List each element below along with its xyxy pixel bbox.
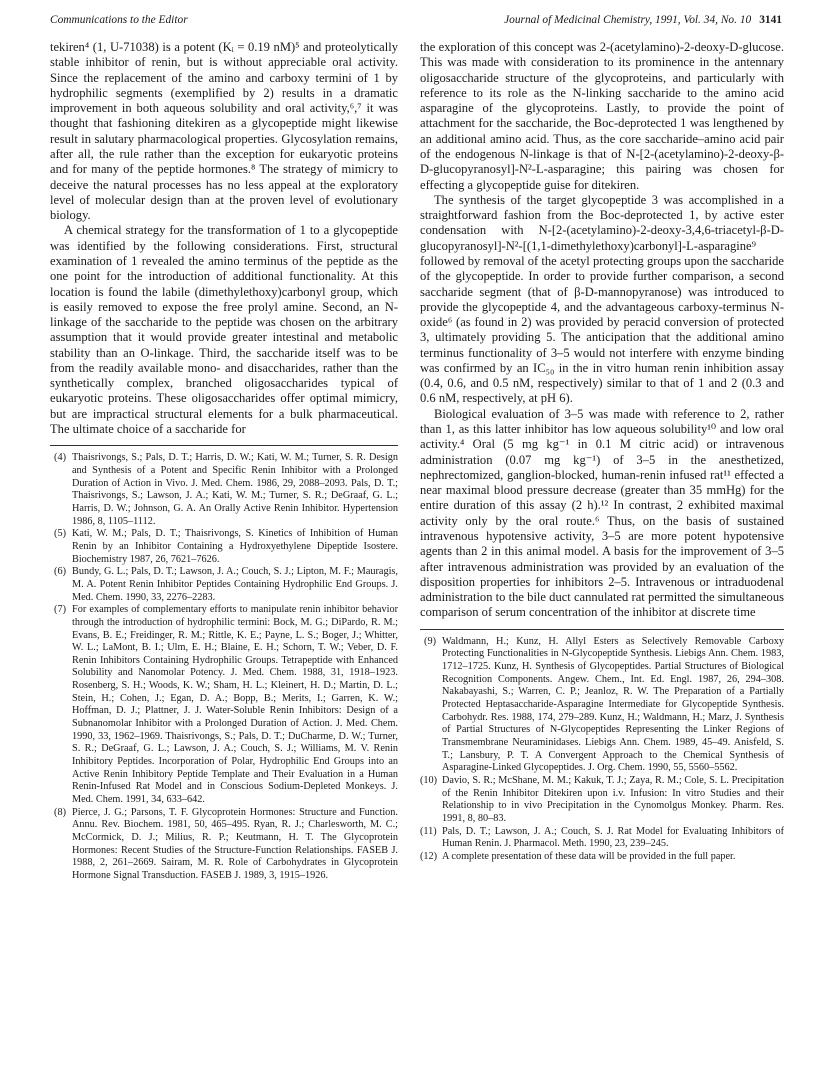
reference-text: Davio, S. R.; McShane, M. M.; Kakuk, T. J.; Zaya, R. M.; Cole, S. L. Precipitation of the Renin Inhibitor Ditekiren upon i.v. Infusion: In vitro Studies and their Relationship to in vivo Precipitation in the Cynomolgus Monkey. Pharm. Res. 1991, 8, 80–83. [442, 774, 784, 824]
reference-item [420, 775, 784, 826]
body-paragraph: the exploration of this concept was 2-(acetylamino)-2-deoxy-D-glucose. This was made with consideration to its prominence in the antennary oligosaccharide structure of the glycoproteins, and particularly with reference to its role as the N-linking saccharide to the amino acid asparagine of the glycoproteins. Lastly, to provide the point of attachment for the saccharide, the Boc-deprotected 1 was lengthened by an additional amino acid. Thus, as the core saccharide–amino acid pair of the endogenous N-linkage is that of N-[2-(acetylamino)-2-deoxy-β-D-glucopyranosyl]-N²-L-asparagine; this pairing was chosen for effecting a glycopeptide guise for ditekiren. [420, 40, 784, 192]
reference-item [420, 826, 784, 851]
reference-item [50, 807, 398, 883]
reference-number: (6) [54, 566, 66, 578]
reference-number: (10) [420, 774, 438, 786]
reference-item [50, 566, 398, 604]
reference-text: Pierce, J. G.; Parsons, T. F. Glycoprotein Hormones: Structure and Function. Annu. Rev. Biochem. 1981, 50, 465–495. Ryan, R. J.; Charlesworth, M. C.; McCormick, D. J.; Milius, R. P.; Keutmann, H. T. The Glycoprotein Hormones: Recent Studies of the Structure-Function Relationships. FASEB J. 1988, 2, 261–2669. Sairam, M. R. Role of Carbohydrates in Glycoprotein Hormone Signal Transduction. FASEB J. 1989, 3, 1915–1926. [72, 806, 398, 881]
body-paragraph: A chemical strategy for the transformation of 1 to a glycopeptide was identified by the following considerations. First, structural examination of 1 revealed the amino terminus of the peptide as the one point for the introduction of additional functionality. At this location is found the labile (dimethylethoxy)carbonyl group, which is easily removed to expose the free prolyl amine. Second, an N-linkage of the saccharide to the peptide was chosen on the arbitrary assumption that it would provide greater intestinal and metabolic stability than an O-linkage. Third, the saccharide itself was to be from the readily available mono- and disaccharides, rather than the synthetically complex, branched oligosaccharides typical of eukaryotic proteins. These oligosaccharides offer optimal mimicry, but are impractical structural elements for a bulk pharmaceutical. The ultimate choice of a saccharide for [50, 223, 398, 437]
reference-number: (7) [54, 604, 66, 616]
footnote-divider [50, 445, 398, 446]
body-paragraph: The synthesis of the target glycopeptide 3 was accomplished in a straightforward fashion from the Boc-deprotected 1, by active ester condensation with N-[2-(acetylamino)-2-deoxy-3,4,6-triacetyl-β-D-glucopyranosyl]-N²-[(1,1-dimethylethoxy)carbonyl]-L-asparagine⁹ followed by removal of the acetyl protecting groups upon the saccharide of the glycopeptide. In order to provide further comparison, a second saccharide segment (that of β-D-mannopyranose) was introduced to provide the glycopeptide 4, and the advantageous carboxy-terminus N-oxide⁶ (as found in 2) was provided by peracid conversion of protected 3, ultimately providing 5. The anticipation that the additional amino terminus functionality of 3–5 would not interfere with enzyme binding was confirmed by an IC₅₀ in the in vitro human renin inhibition assay (0.4, 0.6, and 0.5 nM, respectively) similar to that of 1 and 2 (0.3 and 0.6 nM, respectively, at pH 6). [420, 192, 784, 406]
reference-list [420, 636, 784, 864]
left-column [50, 40, 398, 883]
body-paragraph: tekiren⁴ (1, U-71038) is a potent (Kᵢ = 0.19 nM)⁵ and proteolytically stable inhibitor of renin, but is without appreciable oral activity. Since the replacement of the amino and carboxy termini of 1 by hydrophilic segments (exemplified by 2) results in a dramatic improvement in both aqueous solubility and oral activity,⁶,⁷ it was thought that fashioning ditekiren as a glycopeptide might likewise result in salutary pharmacological properties. Glycosylation remains, after all, the rule rather than the exception for eukaryotic proteins and for many of the peptide hormones.⁸ The strategy of mimicry to deceive the natural processes has no less appeal at the exploratory level of molecular design than at the proven level of evolutionary biology. [50, 40, 398, 223]
reference-text: Bundy, G. L.; Pals, D. T.; Lawson, J. A.; Couch, S. J.; Lipton, M. F.; Mauragis, M. A. Potent Renin Inhibitor Peptides Containing Hydrophilic End Groups. J. Med. Chem. 1990, 33, 2276–2283. [72, 566, 398, 603]
page-number: 3141 [759, 14, 782, 26]
reference-number: (11) [420, 825, 437, 837]
reference-number: (9) [424, 635, 436, 647]
reference-text: Waldmann, H.; Kunz, H. Allyl Esters as Selectively Removable Carboxy Protecting Functionalities in N-Glycopeptide Synthesis. Liebigs Ann. Chem. 1983, 1712–1725. Kunz, H. Synthesis of Glycopeptides. Partial Structures of Biological Recognition Components. Angew. Chem., Int. Ed. Engl. 1987, 26, 294–308. Nakabayashi, S.; Warren, C. P.; Jeanloz, R. W. The Preparation of a Partially Protected Heptasaccharide-Asparagine Intermediate for Glycopeptide Synthesis. Carbohydr. Res. 1988, 174, 279–289. Kunz, H.; Waldmann, H.; Marz, J. Synthesis of Partial Structures of N-Glycopeptides Representing the Linker Regions of Transmembrane Neuraminidases. Liebigs Ann. Chem. 1989, 45–49. Anisfeld, S. T.; Lansbury, P. T. A Convergent Approach to the Chemical Synthesis of Asparagine-Linked Glycopeptides. J. Org. Chem. 1990, 55, 5560–5562. [442, 635, 784, 774]
journal-citation: Journal of Medicinal Chemistry, 1991, Vol. 34, No. 10 [504, 14, 752, 26]
reference-item [50, 452, 398, 528]
running-header-journal [504, 14, 782, 26]
right-column [420, 40, 784, 864]
reference-text: A complete presentation of these data will be provided in the full paper. [442, 850, 736, 862]
reference-list [50, 452, 398, 882]
reference-item [420, 851, 784, 864]
footnote-divider [420, 629, 784, 630]
running-header-section: Communications to the Editor [50, 14, 188, 26]
reference-text: Pals, D. T.; Lawson, J. A.; Couch, S. J. Rat Model for Evaluating Inhibitors of Human Renin. J. Pharmacol. Meth. 1990, 23, 239–245. [442, 825, 784, 850]
reference-item [50, 528, 398, 566]
reference-text: For examples of complementary efforts to manipulate renin inhibitor behavior through the introduction of hydrophilic termini: Bock, M. G.; DiPardo, R. M.; Evans, B. E.; Freidinger, R. M.; Rittle, K. E.; Payne, L. S.; Boger, J.; Whitter, W. L.; LaMont, B. I.; Ulm, E. H.; Blaine, E. H.; Schorn, T. W.; Veber, D. F. Renin Inhibitors Containing Hydrophilic Groups. Tetrapeptide with Enhanced Solubility and Nanomolar Potency. J. Med. Chem. 1988, 31, 1918–1923. Rosenberg, S. H.; Woods, K. W.; Sham, H. L.; Kleinert, H. D.; Martin, D. L.; Stein, H.; Cohen, J.; Egan, D. A.; Bopp, B.; Merits, I.; Garren, K. W.; Hoffman, D. J.; Plattner, J. J. Water-Soluble Renin Inhibitors: Design of a Subnanomolar Inhibitor with a Prolonged Duration of Action. J. Med. Chem. 1990, 33, 1962–1969. Thaisrivongs, S.; Pals, D. T.; DuCharme, D. W.; Turner, S. R.; DeGraaf, G. L.; Lawson, J. A.; Couch, S. J.; Williams, M. V. Renin Inhibitory Peptides. Incorporation of Polar, Hydrophilic End Groups into an Active Renin Inhibitory Peptide Template and Their Evaluation in a Human Renin-Infused Rat Model and in Conscious Sodium-Depleted Monkeys. J. Med. Chem. 1991, 34, 633–642. [72, 604, 398, 806]
reference-number: (5) [54, 528, 66, 540]
reference-text: Thaisrivongs, S.; Pals, D. T.; Harris, D. W.; Kati, W. M.; Turner, S. R. Design and Synthesis of a Potent and Specific Renin Inhibitor with a Prolonged Duration of Action in Vivo. J. Med. Chem. 1986, 29, 2088–2093. Pals, D. T.; Thaisrivongs, S.; Lawson, J. A.; Kati, W. M.; Turner, S. R.; DeGraaf, G. L.; Harris, D. W.; Johnson, G. A. An Orally Active Renin Inhibitor. Hypertension 1986, 8, 1105–1112. [72, 452, 398, 527]
reference-number: (8) [54, 806, 66, 818]
body-paragraph: Biological evaluation of 3–5 was made with reference to 2, rather than 1, as this latter inhibitor has low aqueous solubility¹⁰ and low oral activity.⁴ Oral (5 mg kg⁻¹ in 0.1 M citric acid) or intravenous administration (0.07 mg kg⁻¹) of 3–5 in the anesthetized, nephrectomized, ganglion-blocked, human-renin infused rat¹¹ effected a near maximal blood pressure decrease (greater than 35 mmHg) for the entire duration of this assay (2 h).¹² In contrast, 2 exhibited maximal activity only by the oral route.⁶ Thus, on the basis of sustained intravenous hypotensive activity, 3–5 are more potent hypotensive agents than 2 in this animal model. A basis for the improvement of 3–5 after intravenous administration was provided by an evaluation of the disposition properties for inhibitors 2–5. Intravenous or intraduodenal administration to the bile duct cannulated rat permitted the simultaneous comparison of serum concentration of the inhibitor at discrete time [420, 406, 784, 620]
reference-text: Kati, W. M.; Pals, D. T.; Thaisrivongs, S. Kinetics of Inhibition of Human Renin by an Inhibitor Containing a Hydroxyethylene Dipeptide Isostere. Biochemistry 1987, 26, 7621–7626. [72, 528, 398, 565]
reference-number: (4) [54, 452, 66, 464]
reference-item [420, 636, 784, 775]
reference-item [50, 604, 398, 807]
reference-number: (12) [420, 850, 438, 862]
